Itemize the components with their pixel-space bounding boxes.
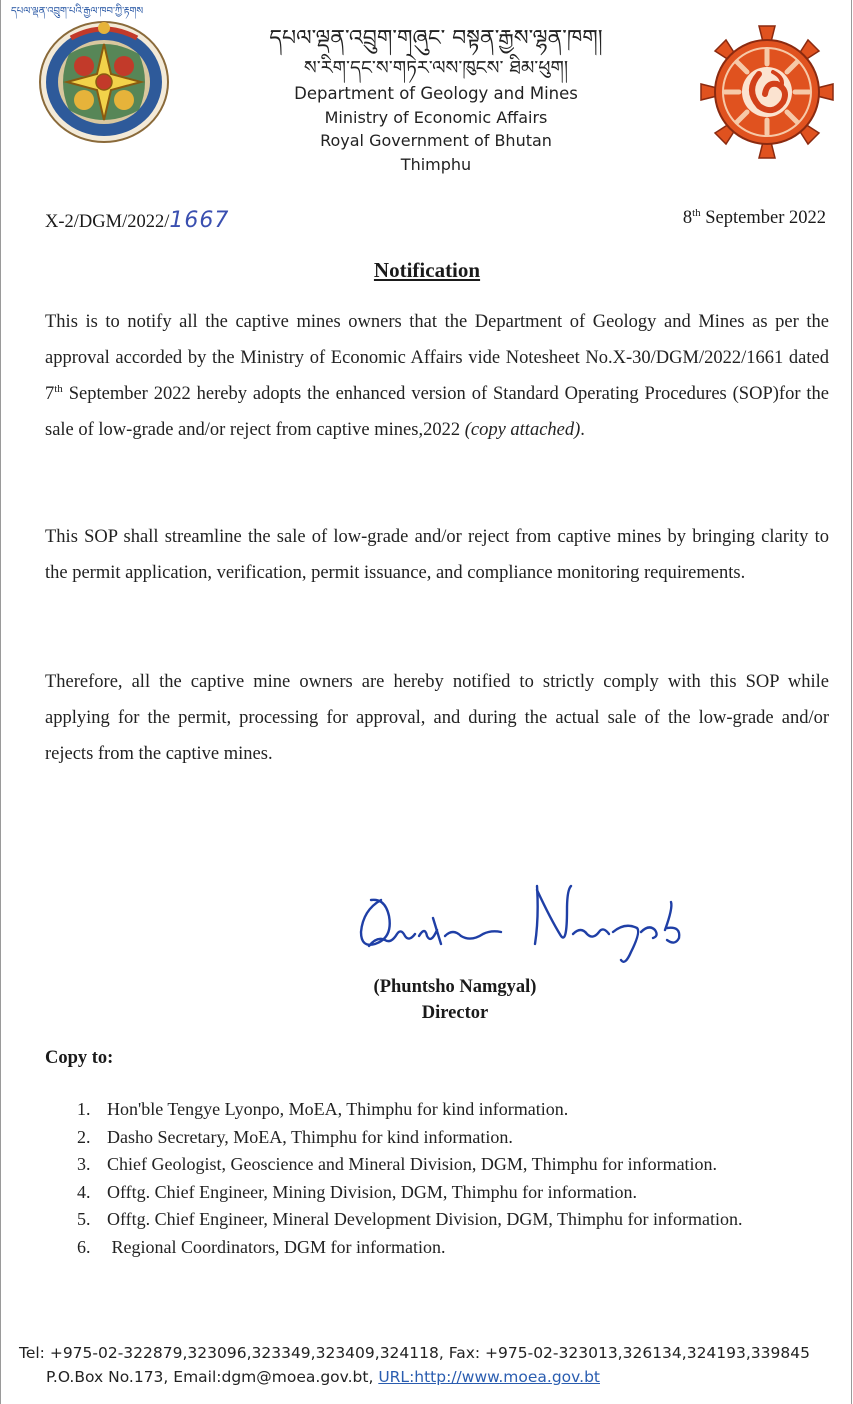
list-item-number: 1. — [77, 1099, 91, 1119]
signatory-title: Director — [421, 1003, 489, 1023]
government-name: Royal Government of Bhutan — [320, 131, 552, 150]
list-item-text: Offtg. Chief Engineer, Mining Division, DGM, Thimphu for information. — [107, 1181, 638, 1202]
reference-number-prefix: X-2/DGM/2022/ — [45, 212, 170, 232]
department-name: Department of Geology and Mines — [294, 84, 578, 103]
reference-number-handwritten: 1667 — [169, 208, 230, 233]
date-suffix: th — [692, 206, 701, 219]
dzongkha-header-line2: ས་རིག་དང་ས་གཏེར་ལས་ཁུངས་ ཐིམ་ཕུག། — [303, 57, 569, 79]
paragraph-1-italic: (copy attached) — [464, 420, 581, 440]
list-item — [77, 1096, 853, 1124]
list-item — [77, 1206, 853, 1234]
dzongkha-header-line1: དཔལ་ལྡན་འབྲུག་གཞུང་ བསྟན་རྒྱས་ལྷན་ཁག། — [269, 26, 603, 51]
list-item-text: Regional Coordinators, DGM for information. — [107, 1236, 446, 1257]
paragraph-1 — [45, 304, 829, 448]
emblem-ring-text: དཔལ་ལྡན་འབྲུག་པའི་རྒྱལ་ཁབ་ཀྱི་རྟགས — [11, 6, 144, 17]
paragraph-3: Therefore, all the captive mine owners are hereby notified to strictly comply with this SOP while applying for the permit, processing for approval, and during the actual sale of the low-grade and/or rejects from the captive mines. — [45, 672, 829, 764]
website-link[interactable]: URL:http://www.moea.gov.bt — [378, 1368, 600, 1386]
footer-address-line — [19, 1365, 849, 1389]
footer-contact-block — [19, 1341, 849, 1389]
letter-date — [683, 208, 826, 229]
signatory-block — [357, 974, 553, 1026]
copy-to-list — [77, 1096, 853, 1262]
letterhead — [221, 24, 651, 176]
notification-title: Notification — [373, 258, 481, 282]
royal-government-emblem — [11, 6, 197, 154]
list-item — [77, 1234, 853, 1262]
list-item — [77, 1179, 853, 1207]
date-day: 8 — [682, 208, 693, 228]
signatory-name: (Phuntsho Namgyal) — [373, 977, 537, 997]
footer-contact-line: Tel: +975-02-322879,323096,323349,323409,324118, Fax: +975-02-323013,326134,324193,339845 — [19, 1344, 810, 1362]
paragraph-1-text-a: This is to notify all the captive mines owners that the Department of Geology and Mines as per the approval accorded by the Ministry of Economic Affairs vide Notesheet No.X-30/DGM/2022/1661 dated 7 — [45, 312, 829, 404]
ministry-dharma-wheel-emblem — [701, 24, 833, 160]
handwritten-signature — [341, 870, 731, 980]
copy-to-heading: Copy to: — [45, 1048, 114, 1068]
date-month-year: September 2022 — [700, 208, 826, 228]
ministry-name: Ministry of Economic Affairs — [324, 107, 548, 127]
paragraph-2: This SOP shall streamline the sale of low-grade and/or reject from captive mines by bringing clarity to the permit application, verification, permit issuance, and compliance monitoring requirements. — [45, 527, 829, 583]
city-name: Thimphu — [400, 154, 472, 174]
list-item-text: Dasho Secretary, MoEA, Thimphu for kind information. — [107, 1126, 513, 1147]
list-item — [77, 1124, 853, 1152]
list-item-text: Hon'ble Tengye Lyonpo, MoEA, Thimphu for kind information. — [107, 1099, 569, 1119]
reference-number — [45, 208, 229, 233]
list-item — [77, 1151, 853, 1179]
list-item-number: 4. — [77, 1181, 91, 1202]
paragraph-1-sup: th — [54, 382, 63, 395]
paragraph-1-end: . — [580, 420, 585, 440]
paragraph-1-text-b: September 2022 hereby adopts the enhanced version of Standard Operating Procedures (SOP)for the sale of low-grade and/or reject from captive mines,2022 — [45, 384, 829, 440]
list-item-text: Offtg. Chief Engineer, Mineral Development Division, DGM, Thimphu for information. — [107, 1209, 743, 1230]
list-item-number: 5. — [77, 1209, 91, 1230]
list-item-number: 3. — [77, 1154, 91, 1175]
list-item-text: Chief Geologist, Geoscience and Mineral Division, DGM, Thimphu for information. — [107, 1154, 718, 1175]
list-item-number: 2. — [77, 1126, 91, 1147]
footer-address: P.O.Box No.173, Email:dgm@moea.gov.bt, — [46, 1368, 379, 1386]
list-item-number: 6. — [77, 1236, 91, 1257]
